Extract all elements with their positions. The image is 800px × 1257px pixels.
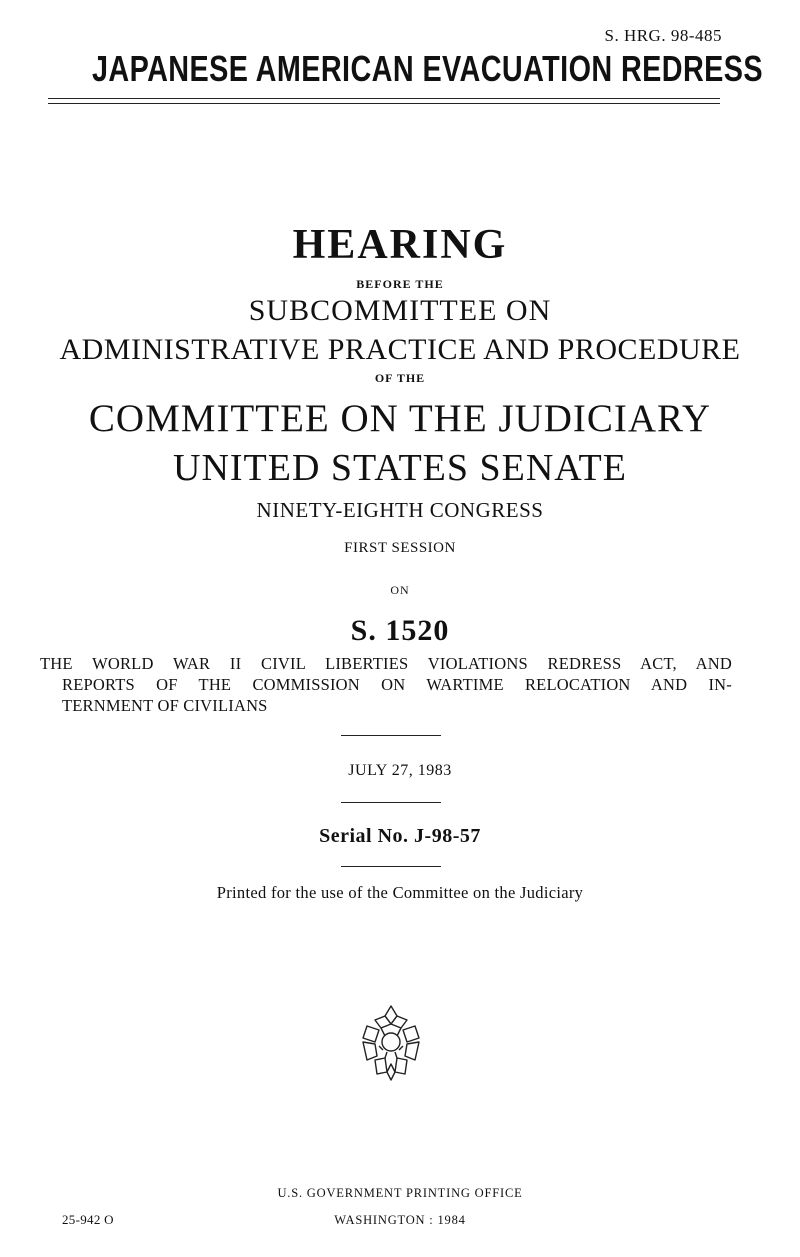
document-title: JAPANESE AMERICAN EVACUATION REDRESS [92,48,764,89]
description-line: REPORTS OF THE COMMISSION ON WARTIME RELOCATION AND IN- [62,675,732,694]
description-line: THE WORLD WAR II CIVIL LIBERTIES VIOLATIONS REDRESS ACT, AND [40,654,732,673]
hearing-heading: HEARING [292,222,508,268]
bill-description [40,653,732,716]
of-the-label: OF THE [374,371,426,385]
gpo-emblem-icon [355,1002,427,1082]
separator-rule [341,735,441,736]
serial-number: Serial No. J-98-57 [319,825,481,847]
place-year: WASHINGTON : 1984 [334,1213,466,1227]
senate-name: UNITED STATES SENATE [173,447,627,489]
printed-for-note: Printed for the use of the Committee on the Judiciary [216,883,584,902]
subcommittee-heading: SUBCOMMITTEE ON [248,294,552,327]
separator-rule [341,802,441,803]
session-label: FIRST SESSION [344,540,456,556]
title-double-rule [48,98,720,104]
subcommittee-name: ADMINISTRATIVE PRACTICE AND PROCEDURE [59,333,741,366]
description-line: TERNMENT OF CIVILIANS [62,696,268,715]
on-label: ON [390,583,410,597]
print-code: 25-942 O [62,1212,114,1227]
bill-number: S. 1520 [350,614,450,647]
hearing-date: JULY 27, 1983 [348,762,452,779]
before-the-label: BEFORE THE [356,277,444,291]
separator-rule [341,866,441,867]
hearing-number: S. HRG. 98-485 [604,26,722,45]
committee-name: COMMITTEE ON THE JUDICIARY [88,397,712,440]
congress-label: NINETY-EIGHTH CONGRESS [256,498,544,522]
printer-name: U.S. GOVERNMENT PRINTING OFFICE [277,1186,523,1200]
